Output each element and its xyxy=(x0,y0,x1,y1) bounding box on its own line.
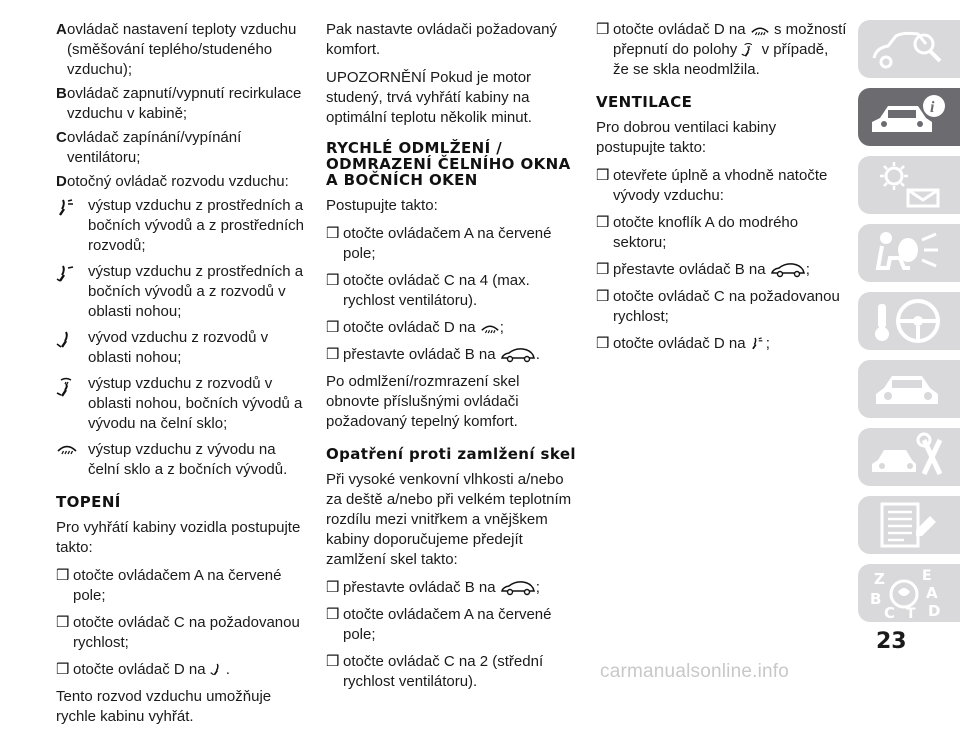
paragraph: Tento rozvod vzduchu umožňuje rychle kabinu vyhřát. xyxy=(56,688,272,725)
checkbox-bullet: ❒ xyxy=(596,214,610,231)
vent-item: výstup vzduchu z prostředních a bočních vývodů a z prostředních rozvodů; xyxy=(56,196,306,256)
car-outside-air-icon xyxy=(500,347,536,363)
paragraph: Při vysoké venkovní vlhkosti a/nebo za deště a/nebo při velkém teplotním rozdílu mezi vnitřkem a vnějškem kabiny doporučujeme předejít zamlžení skel takto: xyxy=(326,471,572,568)
list-item: ❒ otočte ovládač C na požadovanou rychlost; xyxy=(56,614,300,651)
page-number: 23 xyxy=(876,629,907,654)
vent-windshield-icon xyxy=(56,441,78,463)
list-item: ❒ otočte ovládačem A na červené pole; xyxy=(326,606,552,643)
heading-zamlzeni: Opatření proti zamlžení skel xyxy=(326,445,576,463)
heading-topeni: TOPENÍ xyxy=(56,493,121,511)
car-search-icon xyxy=(868,24,948,74)
list-item: ❒ otočte ovládač C na požadovanou rychlost; xyxy=(596,288,840,325)
vent-face-side-icon xyxy=(56,197,78,223)
column-3 xyxy=(596,20,848,361)
vent-face-side-icon xyxy=(750,334,766,352)
paragraph: Pro dobrou ventilaci kabiny postupujte takto: xyxy=(596,119,777,156)
column-2 xyxy=(326,20,576,699)
checkbox-bullet: ❒ xyxy=(596,288,610,305)
checkbox-bullet: ❒ xyxy=(326,272,340,289)
list-item: ❒ otočte ovládač D na s možností přepnutí do polohy v případě, že se skla neodmlžila. xyxy=(596,21,847,78)
index-letter: T xyxy=(906,606,916,622)
paragraph: Pak nastavte ovládači požadovaný komfort. xyxy=(326,21,557,58)
heading-odmlzeni: RYCHLÉ ODMLŽENÍ / ODMRAZENÍ ČELNÍHO OKNA A BOČNÍCH OKEN xyxy=(326,139,571,189)
index-letter: C xyxy=(884,604,896,622)
checkbox-bullet: ❒ xyxy=(596,261,610,278)
checkbox-bullet: ❒ xyxy=(326,653,340,670)
dashboard-light-icon xyxy=(868,160,948,210)
index-letter: A xyxy=(926,584,938,602)
car-info-icon xyxy=(868,92,948,142)
tab-car-info[interactable] xyxy=(858,88,960,146)
list-item: ❒ otočte ovládač C na 2 (střední rychlost ventilátoru). xyxy=(326,653,544,690)
checkbox-bullet: ❒ xyxy=(596,167,610,184)
checkbox-bullet: ❒ xyxy=(326,606,340,623)
tab-alphabet-index[interactable] xyxy=(858,564,960,622)
checkbox-bullet: ❒ xyxy=(326,346,340,363)
vent-item: výstup vzduchu z vývodu na čelní sklo a z bočních vývodů. xyxy=(56,440,306,480)
vent-face-feet-icon xyxy=(56,263,78,289)
watermark: carmanualsonline.info xyxy=(600,661,790,682)
paragraph: Postupujte takto: xyxy=(326,197,438,214)
list-item: ❒ otočte ovládač D na . xyxy=(56,661,230,678)
tab-car-warning[interactable] xyxy=(858,360,960,418)
vent-windshield-icon xyxy=(750,23,770,38)
vent-item: výstup vzduchu z rozvodů v oblasti nohou, bočních vývodů a vývodu na čelní sklo; xyxy=(56,374,306,434)
checkbox-bullet: ❒ xyxy=(596,21,610,38)
vent-feet-icon xyxy=(56,329,78,355)
vent-item: výstup vzduchu z prostředních a bočních vývodů a z rozvodů v oblasti nohou; xyxy=(56,262,306,322)
car-outside-air-icon xyxy=(770,262,806,278)
list-item: ❒ přestavte ovládač B na ; xyxy=(326,579,540,596)
list-item: ❒ přestavte ovládač B na . xyxy=(326,346,540,363)
list-item: ❒ otočte ovládačem A na červené pole; xyxy=(56,567,282,604)
svg-text:i: i xyxy=(930,99,935,116)
car-outside-air-icon xyxy=(500,580,536,596)
tab-wrench-car[interactable] xyxy=(858,428,960,486)
paragraph: Po odmlžení/rozmrazení skel obnovte příslušnými ovládači požadovaný tepelný komfort. xyxy=(326,373,520,430)
checkbox-bullet: ❒ xyxy=(326,225,340,242)
checkbox-bullet: ❒ xyxy=(596,335,610,352)
list-item: ❒ otočte ovládač D na ; xyxy=(596,335,770,352)
list-item: ❒ otočte ovládač C na 4 (max. rychlost ventilátoru). xyxy=(326,272,530,309)
paragraph-warning: UPOZORNĚNÍ Pokud je motor studený, trvá vyhřátí kabiny na optimální teplotu několik minut. xyxy=(326,69,532,126)
tab-key-wheel[interactable] xyxy=(858,292,960,350)
tab-airbag[interactable] xyxy=(858,224,960,282)
airbag-icon xyxy=(868,228,948,278)
vent-windshield-icon xyxy=(480,321,500,336)
legend-item-d: D otočný ovládač rozvodu vzduchu: xyxy=(56,173,289,190)
index-letter: Z xyxy=(874,570,885,588)
key-wheel-icon xyxy=(868,296,948,346)
checkbox-bullet: ❒ xyxy=(326,319,340,336)
index-letter: D xyxy=(928,602,941,620)
wrench-car-icon xyxy=(868,432,948,482)
vent-item: vývod vzduchu z rozvodů v oblasti nohou; xyxy=(56,328,306,368)
list-item: ❒ otočte knoflík A do modrého sektoru; xyxy=(596,214,799,251)
checkbox-bullet: ❒ xyxy=(56,661,70,678)
vent-feet-windshield-icon xyxy=(741,40,757,58)
vent-feet-icon xyxy=(210,660,226,678)
tab-car-search[interactable] xyxy=(858,20,960,78)
checkbox-bullet: ❒ xyxy=(56,614,70,631)
specs-list-icon xyxy=(868,500,948,550)
list-item: ❒ otevřete úplně a vhodně natočte vývody vzduchu: xyxy=(596,167,828,204)
chapter-tabs xyxy=(858,20,960,632)
legend-item-c: C ovládač zapínání/vypínání ventilátoru; xyxy=(56,129,242,166)
index-letter: B xyxy=(870,590,882,608)
alphabet-index-icon xyxy=(868,568,948,622)
index-letter: E xyxy=(922,568,932,584)
tab-specs-list[interactable] xyxy=(858,496,960,554)
checkbox-bullet: ❒ xyxy=(56,567,70,584)
heading-ventilace: VENTILACE xyxy=(596,93,693,111)
list-item: ❒ přestavte ovládač B na ; xyxy=(596,261,810,278)
list-item: ❒ otočte ovládačem A na červené pole; xyxy=(326,225,552,262)
car-warning-icon xyxy=(868,364,948,414)
tab-dashboard-light[interactable] xyxy=(858,156,960,214)
paragraph: Pro vyhřátí kabiny vozidla postupujte takto: xyxy=(56,519,301,556)
legend-item-a: A ovládač nastavení teploty vzduchu (směšování teplého/studeného vzduchu); xyxy=(56,21,297,78)
checkbox-bullet: ❒ xyxy=(326,579,340,596)
vent-feet-windshield-icon xyxy=(56,375,78,403)
column-1 xyxy=(56,20,306,735)
legend-item-b: B ovládač zapnutí/vypnutí recirkulace vzduchu v kabině; xyxy=(56,85,302,122)
list-item: ❒ otočte ovládač D na ; xyxy=(326,319,504,336)
